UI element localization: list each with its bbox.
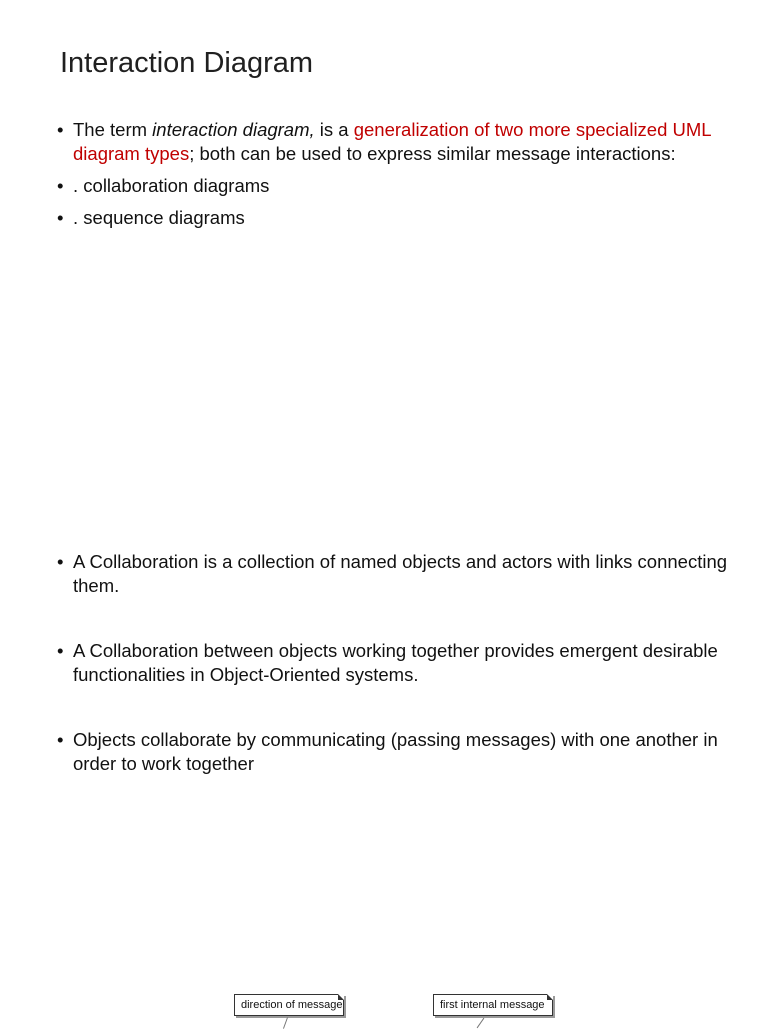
bullet-text: . collaboration diagrams xyxy=(73,175,270,196)
bullet-text: is a xyxy=(314,119,354,140)
slide-collaboration xyxy=(0,520,768,1024)
note-fold-corner xyxy=(338,994,344,1000)
note-label: first internal message xyxy=(440,999,545,1011)
bullet-item xyxy=(56,639,736,687)
bullet-text: The term xyxy=(73,119,153,140)
note-fold-corner xyxy=(547,994,553,1000)
bullet-text: . sequence diagrams xyxy=(73,207,245,228)
bullet-list xyxy=(56,118,736,238)
bullet-text: A Collaboration is a collection of named objects and actors with links connecting them. xyxy=(73,551,728,596)
bullet-list xyxy=(56,550,736,817)
bullet-marker: • xyxy=(57,207,64,228)
bullet-text-highlight: generalization of two more specialized UML diagram types xyxy=(73,119,711,164)
bullet-marker: • xyxy=(57,729,64,750)
bullet-text: Objects collaborate by communicating (passing messages) with one another in order to work together xyxy=(73,729,718,774)
bullet-marker: • xyxy=(57,551,64,572)
note-connector-line xyxy=(477,1018,485,1028)
note-label: direction of message xyxy=(241,999,343,1011)
bullet-item-sequence xyxy=(56,206,736,230)
bullet-item-collaboration xyxy=(56,174,736,198)
bullet-text: ; both can be used to express similar message interactions: xyxy=(189,143,676,164)
bullet-text: A Collaboration between objects working together provides emergent desirable functionalities in Object-Oriented systems. xyxy=(73,640,718,685)
bullet-item-definition xyxy=(56,118,736,166)
page-title: Interaction Diagram xyxy=(60,47,314,79)
bullet-marker: • xyxy=(57,119,64,140)
bullet-marker: • xyxy=(57,640,64,661)
note-connector-line xyxy=(283,1017,288,1029)
bullet-item xyxy=(56,728,736,776)
bullet-text-italic: interaction diagram, xyxy=(152,119,315,140)
diagram-note-first-internal-message xyxy=(433,994,553,1016)
diagram-note-direction-of-message xyxy=(234,994,344,1016)
bullet-item xyxy=(56,550,736,598)
bullet-marker: • xyxy=(57,175,64,196)
